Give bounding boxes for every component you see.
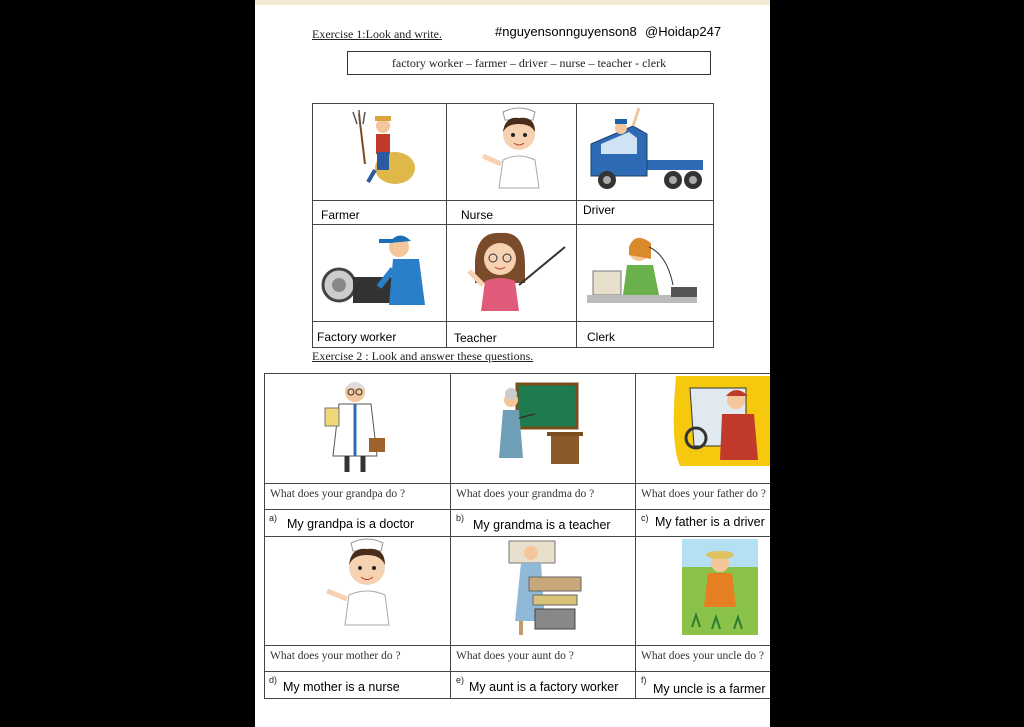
- picture-cell-uncle: [635, 536, 770, 646]
- answer-cell-f: [635, 671, 770, 699]
- hashtag-text: #nguyensonnguyenson8: [495, 24, 637, 39]
- picture-cell-clerk: [576, 224, 714, 322]
- answer-grandpa: My grandpa is a doctor: [287, 517, 415, 531]
- answer-cell-d: [264, 671, 451, 699]
- nurse-icon: [265, 537, 451, 646]
- picture-cell-teacher: [446, 224, 577, 322]
- farmer-icon: [313, 104, 447, 201]
- picture-cell-factory-worker: [312, 224, 447, 322]
- teacher-icon: [447, 225, 577, 322]
- question-cell-d: [264, 645, 451, 672]
- factory-worker-icon: [313, 225, 447, 322]
- top-strip: [255, 0, 770, 5]
- car-driver-icon: [636, 374, 770, 484]
- letter-b: b): [456, 513, 465, 523]
- worksheet-page: [255, 0, 770, 727]
- nurse-icon: [447, 104, 577, 201]
- answer-father: My father is a driver: [655, 515, 765, 529]
- grandma-teacher-icon: [451, 374, 636, 484]
- letter-a: a): [269, 513, 278, 523]
- picture-cell-father: [635, 373, 770, 484]
- question-uncle: What does your uncle do ?: [641, 650, 764, 662]
- label-clerk: Clerk: [587, 330, 616, 344]
- label-factory-worker: Factory worker: [317, 330, 397, 344]
- label-cell-6: [576, 321, 714, 348]
- answer-cell-c: [635, 509, 770, 537]
- label-cell-5: [446, 321, 577, 348]
- label-cell-3: [576, 200, 714, 225]
- picture-cell-grandma: [450, 373, 636, 484]
- answer-cell-b: [450, 509, 636, 537]
- question-grandma: What does your grandma do ?: [456, 488, 595, 500]
- question-grandpa: What does your grandpa do ?: [270, 488, 406, 500]
- letter-d: d): [269, 675, 278, 685]
- answer-cell-e: [450, 671, 636, 699]
- label-driver: Driver: [583, 203, 615, 217]
- question-cell-a: [264, 483, 451, 510]
- exercise2-title: Exercise 2 : Look and answer these questions.: [312, 349, 534, 363]
- picture-cell-driver: [576, 103, 714, 201]
- market-vendor-icon: [451, 537, 636, 646]
- label-cell-4: [312, 321, 447, 348]
- garden-farmer-icon: [636, 537, 770, 646]
- label-farmer: Farmer: [321, 208, 360, 222]
- picture-cell-grandpa: [264, 373, 451, 484]
- letter-e: e): [456, 675, 465, 685]
- question-cell-b: [450, 483, 636, 510]
- question-father: What does your father do ?: [641, 488, 766, 500]
- letter-f: f): [641, 675, 647, 685]
- picture-cell-aunt: [450, 536, 636, 646]
- truck-driver-icon: [577, 104, 714, 201]
- letter-c: c): [641, 513, 649, 523]
- label-teacher: Teacher: [454, 331, 497, 345]
- question-aunt: What does your aunt do ?: [456, 650, 574, 662]
- answer-aunt: My aunt is a factory worker: [469, 680, 619, 694]
- picture-cell-nurse: [446, 103, 577, 201]
- handle-text: @Hoidap247: [645, 24, 722, 39]
- answer-grandma: My grandma is a teacher: [473, 518, 611, 532]
- label-cell-1: [312, 200, 447, 225]
- word-bank: factory worker – farmer – driver – nurse – teacher - clerk: [347, 51, 711, 75]
- exercise1-title: Exercise 1:Look and write.: [312, 27, 442, 41]
- picture-cell-farmer: [312, 103, 447, 201]
- doctor-icon: [265, 374, 451, 484]
- label-cell-2: [446, 200, 577, 225]
- question-cell-e: [450, 645, 636, 672]
- picture-cell-mother: [264, 536, 451, 646]
- question-mother: What does your mother do ?: [270, 650, 401, 662]
- question-cell-c: [635, 483, 770, 510]
- answer-cell-a: [264, 509, 451, 537]
- clerk-icon: [577, 225, 714, 322]
- answer-mother: My mother is a nurse: [283, 680, 400, 694]
- label-nurse: Nurse: [461, 208, 494, 222]
- question-cell-f: [635, 645, 770, 672]
- answer-uncle: My uncle is a farmer: [653, 682, 766, 696]
